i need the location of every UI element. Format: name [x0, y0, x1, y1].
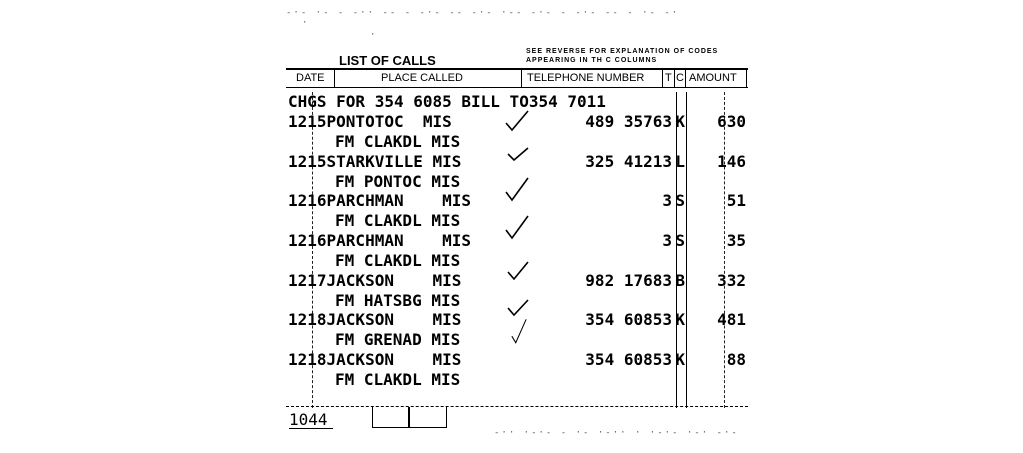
call-origin: FM GRENAD MIS — [335, 330, 461, 349]
footer-box — [408, 407, 447, 428]
col-head-c: C — [676, 72, 684, 84]
call-origin: FM HATSBG MIS — [335, 291, 461, 310]
handwritten-check-mark — [506, 146, 532, 172]
call-line: 1216PARCHMAN MIS — [288, 231, 472, 250]
col-sep-date — [334, 69, 335, 87]
call-phone: 489 35763 — [585, 112, 672, 131]
call-line: 1215STARKVILLE MIS — [288, 152, 462, 171]
call-phone: 354 60853 — [585, 350, 672, 369]
call-amount: 51 — [726, 191, 746, 210]
call-line: 1218JACKSON MIS — [288, 310, 462, 329]
call-phone: 325 41213 — [585, 152, 672, 171]
col-head-place: PLACE CALLED — [381, 72, 463, 84]
scan-noise-top: -·- ·- - -·· -- - -·- -- -·- ·-- -·- - -·- -- - ·- -· — [286, 8, 680, 18]
header-top-rule — [286, 68, 748, 70]
call-amount: 481 — [717, 310, 746, 329]
call-phone: 3 — [662, 191, 672, 210]
scan-noise-dot: · — [302, 18, 310, 28]
col-sep-tel — [662, 69, 663, 87]
call-line: 1216PARCHMAN MIS — [288, 191, 472, 210]
footer-dashed-rule — [286, 406, 748, 407]
handwritten-check-mark — [504, 176, 530, 202]
call-origin: FM CLAKDL MIS — [335, 370, 461, 389]
col-head-date: DATE — [296, 72, 325, 84]
call-phone: 354 60853 — [585, 310, 672, 329]
call-code: K — [675, 112, 685, 131]
call-phone: 982 17683 — [585, 271, 672, 290]
col-head-telephone: TELEPHONE NUMBER — [527, 72, 645, 84]
handwritten-check-mark — [506, 260, 532, 286]
call-line: 1217JACKSON MIS — [288, 271, 462, 290]
col-head-t: T — [665, 72, 672, 84]
call-amount: 88 — [726, 350, 746, 369]
call-amount: 35 — [726, 231, 746, 250]
col-sep-t — [674, 69, 675, 87]
col-sep-place — [521, 69, 522, 87]
call-phone: 3 — [662, 231, 672, 250]
call-origin: FM CLAKDL MIS — [335, 251, 461, 270]
call-code: K — [675, 350, 685, 369]
call-line: 1215PONTOTOC MIS — [288, 112, 452, 131]
call-amount: 332 — [717, 271, 746, 290]
handwritten-check-mark — [506, 318, 532, 344]
codes-note-line1: SEE REVERSE FOR EXPLANATION OF CODES — [526, 48, 719, 55]
handwritten-check-mark — [504, 108, 530, 134]
total-count: 1044 — [289, 410, 328, 429]
charges-header-line: CHGS FOR 354 6085 BILL TO354 7011 — [288, 92, 606, 111]
col-sep-right — [746, 69, 747, 87]
total-underline — [289, 428, 333, 429]
call-amount: 630 — [717, 112, 746, 131]
codes-note-line2: APPEARING IN TH C COLUMNS — [526, 57, 658, 64]
call-origin: FM CLAKDL MIS — [335, 211, 461, 230]
call-code: S — [675, 191, 685, 210]
call-origin: FM CLAKDL MIS — [335, 132, 461, 151]
handwritten-check-mark — [504, 214, 530, 240]
header-bottom-rule — [286, 87, 748, 88]
scan-noise-bottom: -·· ·-·- - ·- ·-·· · ·-·- ·-· -·- — [494, 428, 739, 438]
body-rule-c — [686, 92, 687, 408]
call-code: K — [675, 310, 685, 329]
call-code: B — [675, 271, 685, 290]
call-origin: FM PONTOC MIS — [335, 172, 461, 191]
form-title: LIST OF CALLS — [339, 53, 436, 68]
col-sep-c — [685, 69, 686, 87]
call-line: 1218JACKSON MIS — [288, 350, 462, 369]
call-code: L — [675, 152, 685, 171]
footer-box — [372, 407, 410, 428]
scan-noise-dot-2: · — [370, 30, 378, 40]
call-amount: 146 — [717, 152, 746, 171]
call-code: S — [675, 231, 685, 250]
col-head-amount: AMOUNT — [689, 72, 737, 84]
